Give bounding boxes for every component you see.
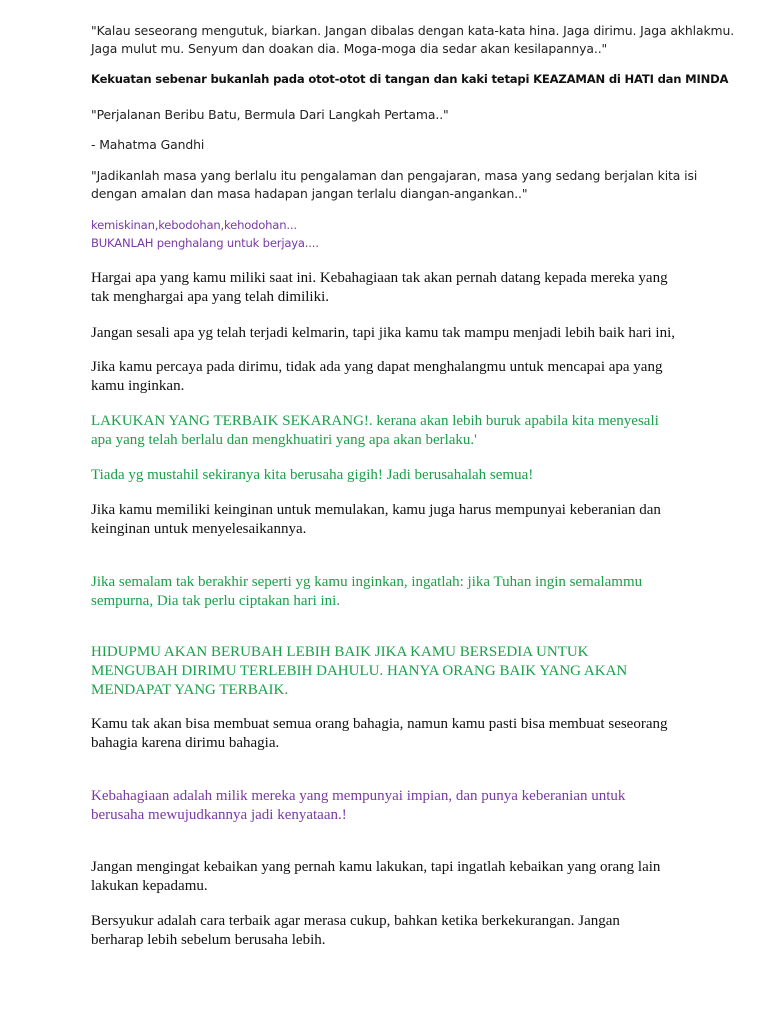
text-line: HIDUPMU AKAN BERUBAH LEBIH BAIK JIKA KAMU BERSEDIA UNTUK — [91, 644, 589, 660]
text-line: Hargai apa yang kamu miliki saat ini. Kebahagiaan tak akan pernah datang kepada mereka yang — [91, 270, 668, 286]
paragraph-keinginan — [91, 501, 691, 539]
statement-line: kemiskinan,kebodohan,kehodohan... — [91, 218, 297, 232]
text-line: bahagia karena dirimu bahagia. — [91, 735, 280, 751]
text-line: keinginan untuk menyelesaikannya. — [91, 521, 307, 537]
text-line: Jika kamu memiliki keinginan untuk memulakan, kamu juga harus mempunyai keberanian dan — [91, 502, 661, 518]
text-line: berusaha mewujudkannya jadi kenyataan.! — [91, 807, 347, 823]
text-line: Jika kamu percaya pada dirimu, tidak ada yang dapat menghalangmu untuk mencapai apa yang — [91, 359, 663, 375]
attribution-line: - Mahatma Gandhi — [91, 137, 205, 152]
paragraph-bahagia — [91, 715, 691, 753]
text-line: berharap lebih sebelum berusaha lebih. — [91, 932, 326, 948]
quote-attribution — [91, 136, 691, 154]
text-line: apa yang telah berlalu dan mengkhuatiri yang apa akan berlaku.' — [91, 432, 477, 448]
paragraph-bersyukur — [91, 912, 691, 950]
text-line: lakukan kepadamu. — [91, 878, 208, 894]
text-line: LAKUKAN YANG TERBAIK SEKARANG!. kerana akan lebih buruk apabila kita menyesali — [91, 413, 659, 429]
text-line: tak menghargai apa yang telah dimiliki. — [91, 289, 329, 305]
quote-line: "Jadikanlah masa yang berlalu itu pengalaman dan pengajaran, masa yang sedang berjalan kita isi — [91, 168, 698, 183]
text-line: Jika semalam tak berakhir seperti yg kamu inginkan, ingatlah: jika Tuhan ingin semalammu — [91, 574, 643, 590]
statement-line: Kekuatan sebenar bukanlah pada otot-otot di tangan dan kaki tetapi KEAZAMAN di HATI dan MINDA — [91, 72, 729, 86]
text-line: sempurna, Dia tak perlu ciptakan hari ini. — [91, 593, 341, 609]
text-line: MENGUBAH DIRIMU TERLEBIH DAHULU. HANYA ORANG BAIK YANG AKAN — [91, 663, 628, 679]
quote-paragraph-2 — [91, 167, 698, 203]
paragraph-kebahagiaan — [91, 787, 691, 825]
quote-line: Jaga mulut mu. Senyum dan doakan dia. Moga-moga dia sedar akan kesilapannya.." — [91, 41, 608, 56]
paragraph-jika-percaya — [91, 358, 691, 396]
text-line: Kebahagiaan adalah milik mereka yang mempunyai impian, dan punya keberanian untuk — [91, 788, 626, 804]
gandhi-quote — [91, 106, 691, 124]
bold-statement — [91, 70, 729, 88]
paragraph-kebaikan — [91, 858, 691, 896]
paragraph-hidupmu — [91, 643, 691, 700]
quote-line: dengan amalan dan masa hadapan jangan terlalu diangan-angankan.." — [91, 186, 528, 201]
quote-line: "Kalau seseorang mengutuk, biarkan. Jangan dibalas dengan kata-kata hina. Jaga dirimu. Jaga akhlakmu. — [91, 23, 735, 38]
paragraph-lakukan — [91, 412, 691, 450]
text-line: Kamu tak akan bisa membuat semua orang bahagia, namun kamu pasti bisa membuat seseorang — [91, 716, 668, 732]
text-line: Bersyukur adalah cara terbaik agar merasa cukup, bahkan ketika berkekurangan. Jangan — [91, 913, 620, 929]
text-line: Tiada yg mustahil sekiranya kita berusaha gigih! Jadi berusahalah semua! — [91, 467, 534, 483]
paragraph-tiada — [91, 466, 691, 485]
paragraph-jangan-sesali — [91, 324, 691, 343]
paragraph-semalam — [91, 573, 691, 611]
text-line: Jangan mengingat kebaikan yang pernah kamu lakukan, tapi ingatlah kebaikan yang orang lain — [91, 859, 661, 875]
text-line: Jangan sesali apa yg telah terjadi kelmarin, tapi jika kamu tak mampu menjadi lebih baik hari ini, — [91, 325, 675, 341]
quote-line: "Perjalanan Beribu Batu, Bermula Dari Langkah Pertama.." — [91, 107, 449, 122]
text-line: kamu inginkan. — [91, 378, 185, 394]
text-line: MENDAPAT YANG TERBAIK. — [91, 682, 289, 698]
statement-line: BUKANLAH penghalang untuk berjaya.... — [91, 236, 319, 250]
quote-paragraph-1 — [91, 22, 735, 58]
purple-statement — [91, 216, 691, 252]
paragraph-hargai — [91, 269, 691, 307]
